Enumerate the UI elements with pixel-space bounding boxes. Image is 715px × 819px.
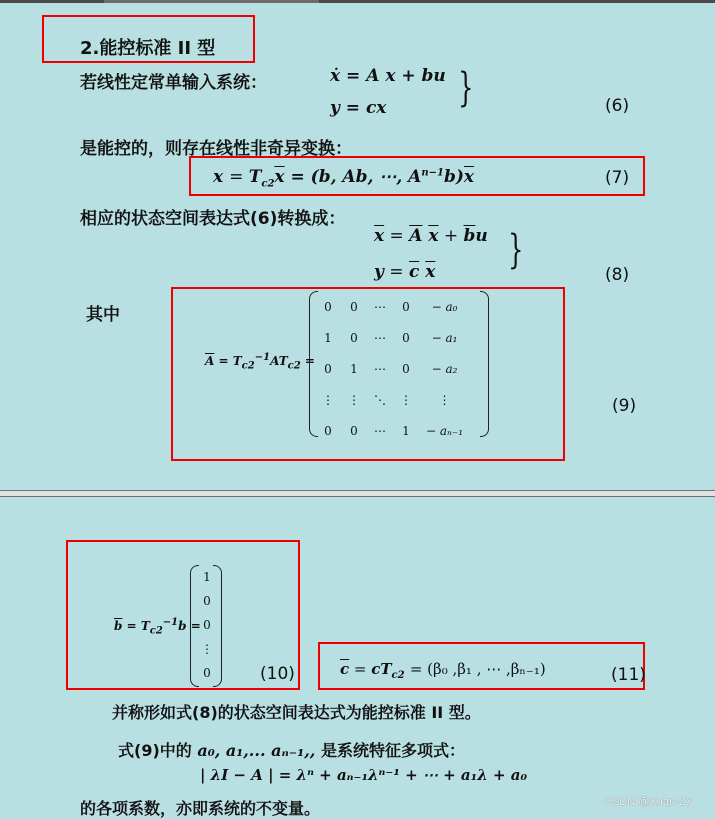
cell: ⋯ [374,330,386,345]
coef-prefix: 式(9)中的 [118,741,192,760]
cell: 0 [350,299,358,314]
b: b [178,619,187,633]
matrix-row [315,384,470,415]
top-strip-segment [104,0,319,3]
sub: c2 [391,670,405,681]
cell: ⋮ [348,392,360,407]
vector-c-equation: $\overline{c} = cT_{c2} = (\beta_0$ ,β₁ , ⋯ ,βₙ₋₁) [340,660,546,681]
vector-b [190,565,222,687]
cell: 0 [324,361,332,376]
matrix-row [315,415,470,446]
equation-number-7: (7) [605,168,630,188]
cell: ⋱ [374,392,386,407]
final-text: 的各项系数，亦即系统的不变量。 [80,799,321,818]
cell: ⋮ [400,392,412,407]
cell: ⋯ [374,361,386,376]
cell: 0 [203,594,211,608]
equals: = [304,354,315,368]
transformed-output-equation: $y = \overline{c}$ $\overline{x}$ [374,262,436,282]
cell: − aₙ₋₁ [426,423,464,438]
cell: 0 [203,618,211,632]
right-brace-icon: } [458,65,474,111]
cell: 0 [402,299,410,314]
page-separator [0,490,715,497]
cell: − a₂ [431,361,458,376]
equation-number-9: (9) [612,396,637,416]
eq7-xbar: $\overline{x}$ [274,167,285,187]
cell: ⋮ [201,642,213,656]
vector-c-rhs: = (β₀ ,β₁ , ⋯ ,βₙ₋₁) [409,660,546,678]
sub: c2 [149,625,163,637]
cell: 0 [324,423,332,438]
matrix-row [315,291,470,322]
cell: 0 [402,330,410,345]
vector-b-lhs: $\overline{b} = T_{c2}^{-1}b$ = [114,617,201,637]
sup: −1 [162,617,179,628]
equals: = [190,619,201,633]
cell: 0 [402,361,410,376]
eq7-sup: n−1 [421,167,444,179]
cell: 0 [324,299,332,314]
where-label: 其中 [86,305,120,325]
intro-text: 若线性定常单输入系统： [80,73,267,93]
characteristic-polynomial: | λI − A | = λⁿ + aₙ₋₁λⁿ⁻¹ + ⋯ + a₁λ + a₀ [200,766,528,784]
equation-number-11: (11) [611,665,646,685]
eq7-T: T [248,167,262,187]
transformed-state-equation: $\overline{x} = \overline{A}$ $\overline{x} + \overline{b}u$ [374,226,488,246]
conclusion-text: 并称形如式(8)的状态空间表达式为能控标准 II 型。 [112,703,481,722]
coef-suffix: 是系统特征多项式： [320,741,465,760]
cell: 1 [402,423,410,438]
cell: 0 [350,330,358,345]
converted-text: 相应的状态空间表达式(6)转换成： [80,209,346,229]
cell: − a₀ [431,299,458,314]
left-paren-icon [309,291,318,437]
window-top-strip [0,0,715,3]
output-equation: y = cx [330,98,387,118]
mid: AT [270,354,288,368]
matrix-a-lhs: $\overline{A} = T_{c2}^{-1}AT_{c2}$ = [205,352,315,372]
equation-number-6: (6) [605,96,630,116]
left-paren-icon [190,565,199,687]
right-brace-icon: } [508,227,524,273]
cell: 0 [203,666,211,680]
sub: c2 [287,360,301,372]
eq7-rhs-close: b) [443,167,464,187]
equation-number-8: (8) [605,265,630,285]
cell: 1 [203,570,211,584]
eq7-xbar-end: $\overline{x}$ [463,167,475,187]
coefficient-line [118,738,465,761]
state-equation: ẋ = A x + bu [330,66,446,86]
transform-equation: $x = T_{c2}\overline{x} = (b$, Ab, ⋯, $A^{n-1}b)\overline{x}$ [213,167,475,190]
transform-text: 是能控的，则存在线性非奇异变换： [80,139,352,159]
cell: − a₁ [431,330,458,345]
matrix-row [315,322,470,353]
cell: 0 [350,423,358,438]
matrix-a [309,291,489,437]
cell: ⋯ [374,423,386,438]
watermark: CSDN @Xuan-ZY [604,796,693,808]
section-title: 2.能控标准 II 型 [80,38,216,59]
cell: ⋮ [438,392,451,407]
cell: ⋮ [322,392,334,407]
eq7-lhs: x [213,167,224,187]
sub: c2 [241,360,255,372]
coef-list: a₀, a₁,... aₙ₋₁,, [197,741,316,760]
eq7-T-sub: c2 [261,178,275,190]
right-paren-icon [213,565,222,687]
cell: 1 [350,361,358,376]
sup: −1 [254,352,271,363]
eq7-rhs: = (b, Ab, ⋯, A [290,167,422,187]
right-paren-icon [480,291,489,437]
cell: 1 [324,330,332,345]
equation-number-10: (10) [260,664,295,684]
cell: ⋯ [374,299,386,314]
matrix-row [315,353,470,384]
